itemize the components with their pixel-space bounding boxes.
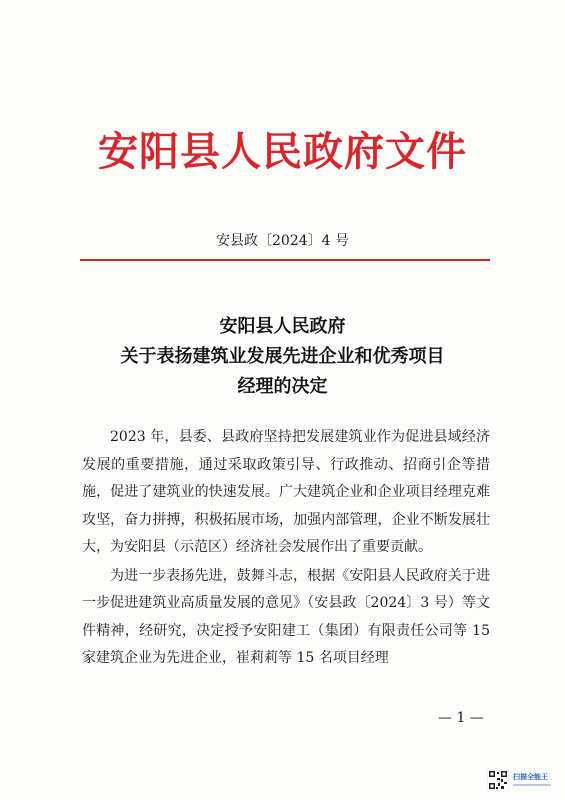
- title-line-3: 经理的决定: [237, 376, 328, 397]
- header-divider: [80, 259, 490, 261]
- document-body: [82, 424, 490, 674]
- document-title: [0, 312, 565, 402]
- page-number: — 1 —: [438, 710, 484, 726]
- scanner-watermark: [487, 768, 557, 792]
- scanner-subline: [513, 784, 551, 786]
- title-line-2: 关于表扬建筑业发展先进企业和优秀项目: [120, 346, 445, 367]
- qr-code-icon: [487, 769, 509, 791]
- scanner-label: [513, 774, 551, 786]
- issuer-header: 安阳县人民政府文件: [98, 128, 467, 175]
- scanner-app-name: 扫描全能王: [513, 773, 548, 781]
- title-line-1: 安阳县人民政府: [219, 316, 346, 337]
- body-paragraph-1: 2023 年，县委、县政府坚持把发展建筑业作为促进县域经济发展的重要措施，通过采取政策引导、行政推动、招商引企等措施，促进了建筑业的快速发展。广大建筑企业和企业项目经理克难攻坚，奋力拼搏，积极拓展市场，加强内部管理，企业不断发展壮大，为安阳县（示范区）经济社会发展作出了重要贡献。: [82, 429, 490, 555]
- document-number: 安县政〔2024〕4 号: [216, 233, 349, 249]
- body-paragraph-2: 为进一步表扬先进，鼓舞斗志，根据《安阳县人民政府关于进一步促进建筑业高质量发展的意见》（安县政〔2024〕3 号）等文件精神，经研究，决定授予安阳建工（集团）有限责任公司等 15 家建筑企业为先进企业，崔莉莉等 15 名项目经理: [82, 567, 490, 666]
